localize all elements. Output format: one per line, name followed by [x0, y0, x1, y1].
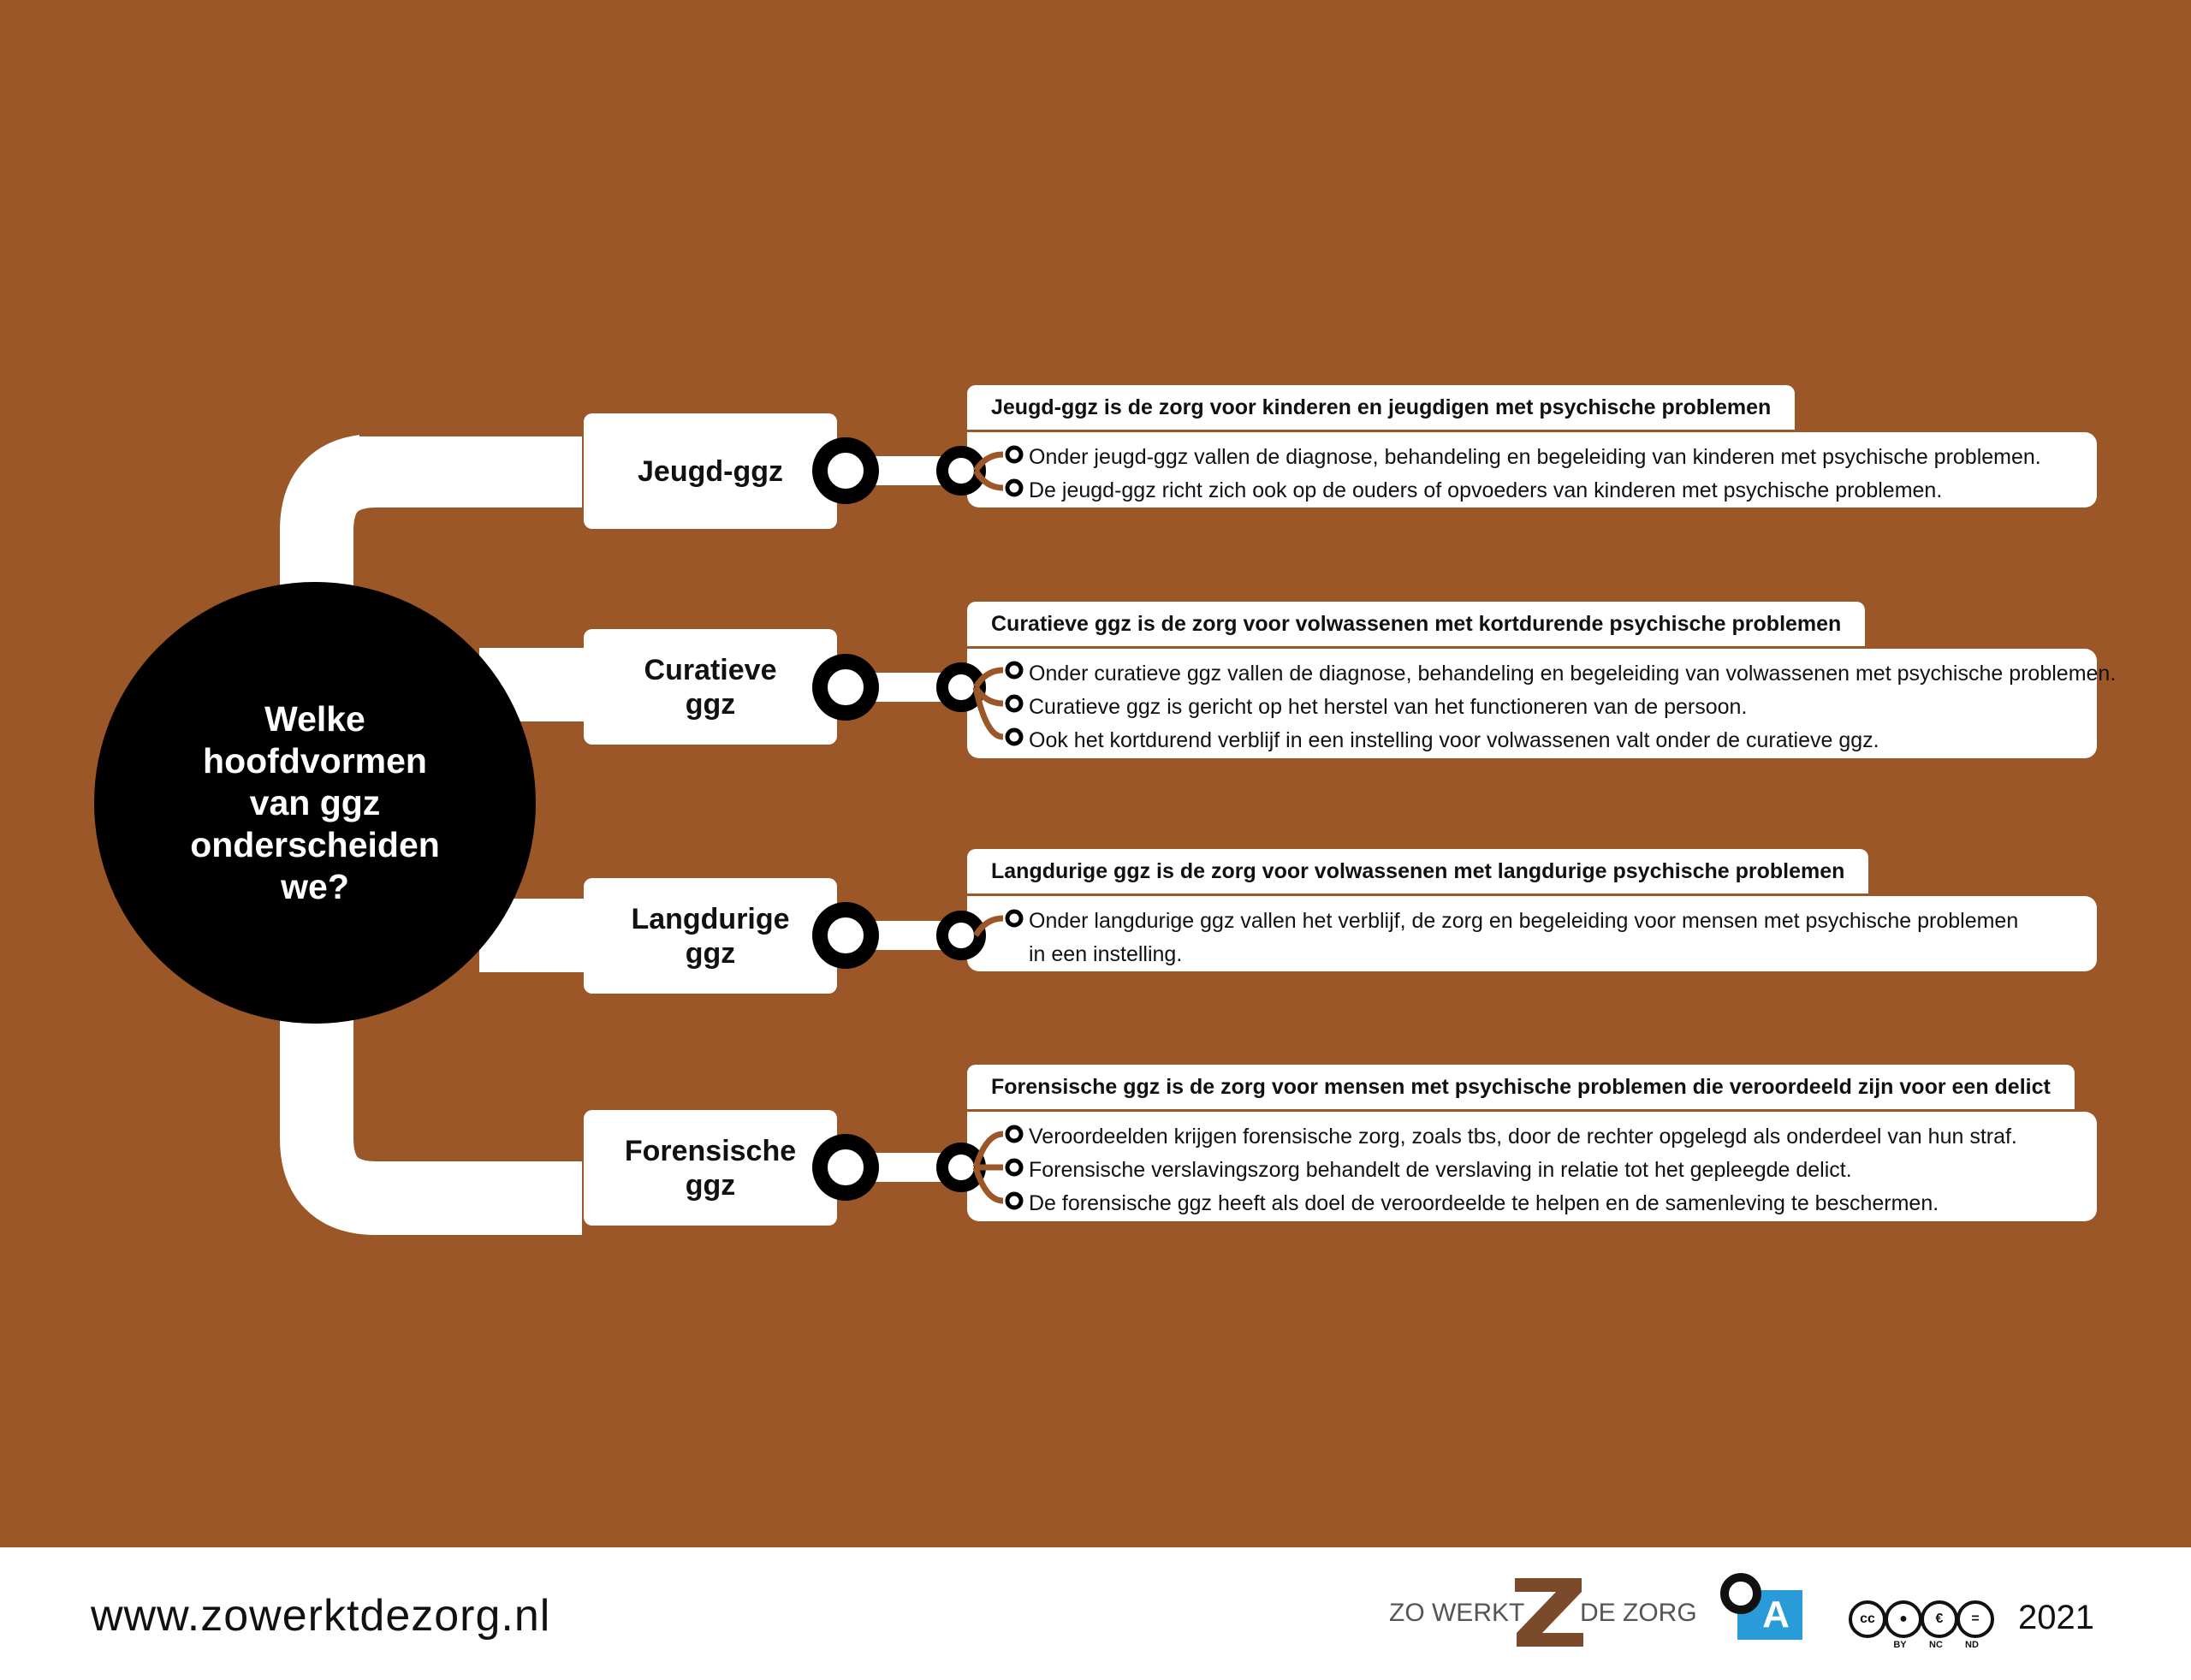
nc-icon: €	[1921, 1600, 1958, 1638]
by-icon: ●	[1885, 1600, 1922, 1638]
license-label-by: BY	[1893, 1640, 1907, 1650]
ring-icon	[1720, 1573, 1761, 1614]
details-langdurige-ggz	[967, 896, 2097, 971]
list-item: Forensische verslavingszorg behandelt de verslaving in relatie tot het gepleegde delict.	[1029, 1158, 1852, 1182]
zo-werkt-de-zorg-logo	[1506, 1573, 1592, 1652]
nd-icon: =	[1956, 1600, 1994, 1638]
website-link[interactable]: www.zowerktdezorg.nl	[91, 1591, 551, 1641]
center-title: Welke hoofdvormen van ggz onderscheiden we?	[190, 698, 440, 906]
a-badge-letter: A	[1762, 1594, 1790, 1635]
logo-text-right: DE ZORG	[1580, 1599, 1697, 1627]
list-item: Onder jeugd-ggz vallen de diagnose, behandeling en begeleiding van kinderen met psychische problemen.	[1029, 445, 2041, 469]
connector-bar	[839, 456, 967, 485]
list-item: Onder langdurige ggz vallen het verblijf, de zorg en begeleiding voor mensen met psychische problemen	[1029, 909, 2019, 933]
logo-text-left: ZO WERKT	[1389, 1599, 1525, 1627]
details-jeugd-ggz	[967, 432, 2097, 508]
definition-jeugd-ggz: Jeugd-ggz is de zorg voor kinderen en jeugdigen met psychische problemen	[967, 385, 1795, 430]
list-item: Onder curatieve ggz vallen de diagnose, behandeling en begeleiding van volwassenen met psychische problemen.	[1029, 662, 2117, 686]
category-jeugd-ggz: Jeugd-ggz	[584, 413, 837, 529]
cc-icon: cc	[1849, 1600, 1886, 1638]
definition-forensische-ggz: Forensische ggz is de zorg voor mensen met psychische problemen die veroordeeld zijn voor een delict	[967, 1065, 2075, 1109]
details-curatieve-ggz	[967, 649, 2117, 758]
details-forensische-ggz	[967, 1112, 2097, 1221]
license-label-nc: NC	[1929, 1640, 1943, 1650]
definition-langdurige-ggz: Langdurige ggz is de zorg voor volwassenen met langdurige psychische problemen	[967, 849, 1868, 893]
connector-bar	[839, 921, 967, 950]
connector-bar	[839, 673, 967, 702]
list-item: De jeugd-ggz richt zich ook op de ouders of opvoeders van kinderen met psychische problemen.	[1029, 478, 1943, 502]
list-item: De forensische ggz heeft als doel de veroordeelde te helpen en de samenleving te beschermen.	[1029, 1191, 1939, 1215]
cc-license-badge	[1849, 1600, 1994, 1655]
list-item: Ook het kortdurend verblijf in een instelling voor volwassenen valt onder de curatieve ggz.	[1029, 728, 1879, 752]
definition-curatieve-ggz: Curatieve ggz is de zorg voor volwassenen met kortdurende psychische problemen	[967, 602, 1865, 646]
category-langdurige-ggz: Langdurige ggz	[584, 878, 837, 994]
license-label-nd: ND	[1965, 1640, 1979, 1650]
category-curatieve-ggz: Curatieve ggz	[584, 629, 837, 745]
category-forensische-ggz: Forensische ggz	[584, 1110, 837, 1226]
connector-bar	[839, 1153, 967, 1182]
list-item: Curatieve ggz is gericht op het herstel van het functioneren van de persoon.	[1029, 695, 1748, 719]
list-item: in een instelling.	[1029, 942, 1183, 966]
year-label: 2021	[2018, 1599, 2094, 1636]
list-item: Veroordeelden krijgen forensische zorg, zoals tbs, door de rechter opgelegd als onderdeel van hun straf.	[1029, 1125, 2017, 1149]
